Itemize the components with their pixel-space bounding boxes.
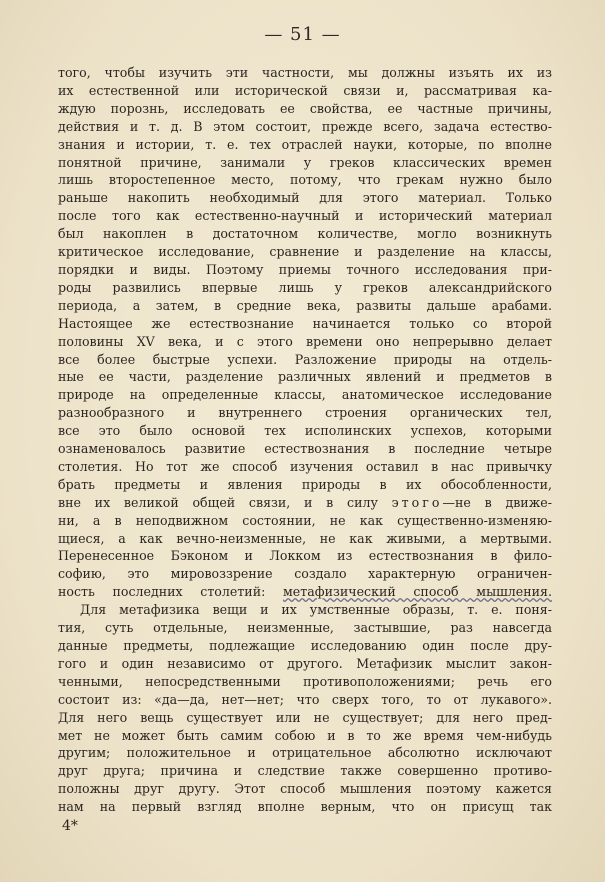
text-segment: ность последних столетий:: [58, 584, 266, 600]
text-line: мет не может быть самим собою и в то же время чем-нибудь: [58, 727, 552, 743]
text-line: порядки и виды. Поэтому приемы точного исследования при-: [58, 261, 552, 277]
text-line: Перенесенное Бэконом и Локком из естествознания в фило-: [58, 548, 552, 564]
text-line: ждую порознь, исследовать ее свойства, ее частные причины,: [58, 100, 552, 116]
text-segment: —не в движе-: [442, 494, 552, 510]
text-line: половины XV века, и с этого времени оно непрерывно делает: [58, 333, 552, 349]
text-line: роды развились впервые лишь у греков александрийского: [58, 279, 552, 295]
text-line: щиеся, а как вечно-неизменные, не как живыми, а мертвыми.: [58, 530, 552, 546]
text-line: столетия. Но тот же способ изучения оставил в нас привычку: [58, 458, 552, 474]
text-line: состоит из: «да—да, нет—нет; что сверх того, то от лукавого».: [58, 691, 552, 707]
text-line: друг друга; причина и следствие также совершенно противо-: [58, 763, 552, 779]
text-line: понятной причине, занимали у греков классических времен: [58, 154, 552, 170]
text-line: ные ее части, разделение различных явлений и предметов в: [58, 369, 552, 385]
text-line: действия и т. д. В этом состоит, прежде всего, задача естество-: [58, 118, 552, 134]
text-line-spaced: [58, 494, 552, 512]
text-line: ознаменовалось развитие естествознания в последние четыре: [58, 441, 552, 457]
printer-signature-mark: 4*: [62, 818, 78, 834]
text-line: Настоящее же естествознание начинается только со второй: [58, 315, 552, 331]
page-number: — 51 —: [264, 24, 341, 45]
text-line: того, чтобы изучить эти частности, мы должны изъять их из: [58, 65, 552, 80]
text-line: положны друг другу. Этот способ мышления поэтому кажется: [58, 781, 552, 797]
text-line-underlined: [58, 583, 552, 601]
text-line: Для метафизика вещи и их умственные образы, т. е. поня-: [80, 602, 552, 618]
text-line: их естественной или исторической связи и, рассматривая ка-: [58, 82, 552, 98]
text-line: критическое исследование, сравнение и разделение на классы,: [58, 244, 552, 260]
text-line: после того как естественно-научный и исторический материал: [58, 208, 552, 224]
text-line: природе на определенные классы, анатомическое исследование: [58, 387, 552, 403]
text-line: нам на первый взгляд вполне верным, что он присущ так: [58, 799, 552, 815]
text-segment: вне их великой общей связи, и в силу: [58, 494, 378, 510]
underlined-phrase: метафизический способ мышления.: [283, 584, 552, 600]
text-line: раньше накопить необходимый для этого материал. Только: [58, 190, 552, 206]
text-line: Для него вещь существует или не существует; для него пред-: [58, 709, 552, 725]
main-text: [58, 64, 552, 816]
text-line: брать предметы и явления природы в их обособленности,: [58, 476, 552, 492]
text-line: гого и один независимо от другого. Метафизик мыслит закон-: [58, 655, 552, 671]
text-line: разнообразного и внутреннего строения органических тел,: [58, 405, 552, 421]
spaced-word: этого: [391, 494, 443, 510]
text-line: все это было основой тех исполинских успехов, которыми: [58, 423, 552, 439]
text-line: все более быстрые успехи. Разложение природы на отдель-: [58, 351, 552, 367]
text-line: периода, а затем, в средние века, развиты дальше арабами.: [58, 297, 552, 313]
text-line: был накоплен в достаточном количестве, могло возникнуть: [58, 226, 552, 242]
text-line: другим; положительное и отрицательное абсолютно исключают: [58, 745, 552, 761]
text-line: лишь второстепенное место, потому, что грекам нужно было: [58, 172, 552, 188]
text-line: знания и истории, т. е. тех отраслей науки, которые, по вполне: [58, 136, 552, 152]
text-line: ченными, непосредственными противоположениями; речь его: [58, 673, 552, 689]
text-line: данные предметы, подлежащие исследованию один после дру-: [58, 638, 552, 653]
text-line: софию, это мировоззрение создало характерную ограничен-: [58, 566, 552, 582]
text-line: ни, а в неподвижном состоянии, не как существенно-изменяю-: [58, 512, 552, 528]
text-line: тия, суть отдельные, неизменные, застывшие, раз навсегда: [58, 620, 552, 636]
